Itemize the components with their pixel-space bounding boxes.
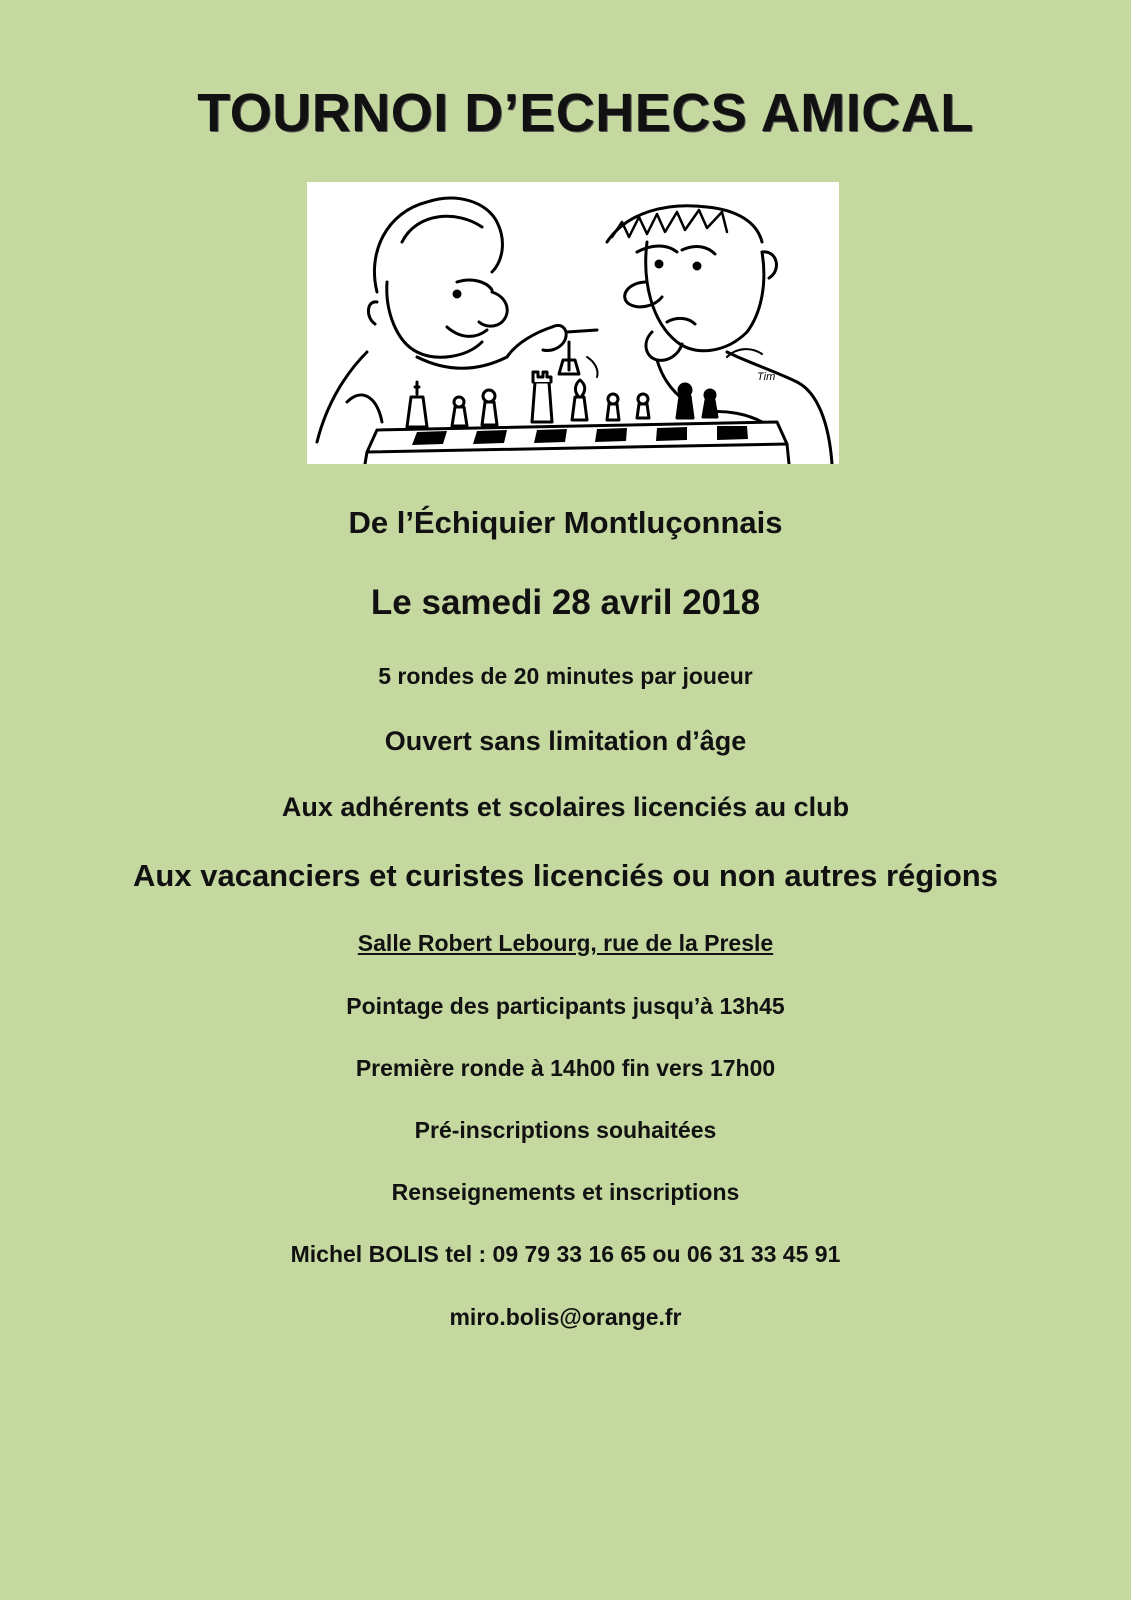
contact-phone: Michel BOLIS tel : 09 79 33 16 65 ou 06 31 33 45 91 <box>290 1241 841 1267</box>
check-in-info: Pointage des participants jusqu’à 13h45 <box>346 993 785 1019</box>
info-heading: Renseignements et inscriptions <box>391 1179 740 1205</box>
visitors-info: Aux vacanciers et curistes licenciés ou non autres régions <box>133 858 998 893</box>
contact-email: miro.bolis@orange.fr <box>449 1304 682 1330</box>
event-date: Le samedi 28 avril 2018 <box>370 583 761 622</box>
chess-players-icon <box>307 182 839 464</box>
club-name: De l’Échiquier Montluçonnais <box>348 505 783 540</box>
chess-players-illustration <box>307 182 839 464</box>
artist-signature: Tim <box>757 371 776 383</box>
schedule-info: Première ronde à 14h00 fin vers 17h00 <box>355 1055 776 1081</box>
pre-registration-info: Pré-inscriptions souhaitées <box>414 1117 717 1143</box>
venue-info: Salle Robert Lebourg, rue de la Presle <box>357 930 774 956</box>
poster-title: TOURNOI D’ECHECS AMICAL <box>197 83 974 143</box>
rounds-info: 5 rondes de 20 minutes par joueur <box>378 663 753 689</box>
members-info: Aux adhérents et scolaires licenciés au club <box>281 792 850 822</box>
open-to-info: Ouvert sans limitation d’âge <box>384 726 747 756</box>
